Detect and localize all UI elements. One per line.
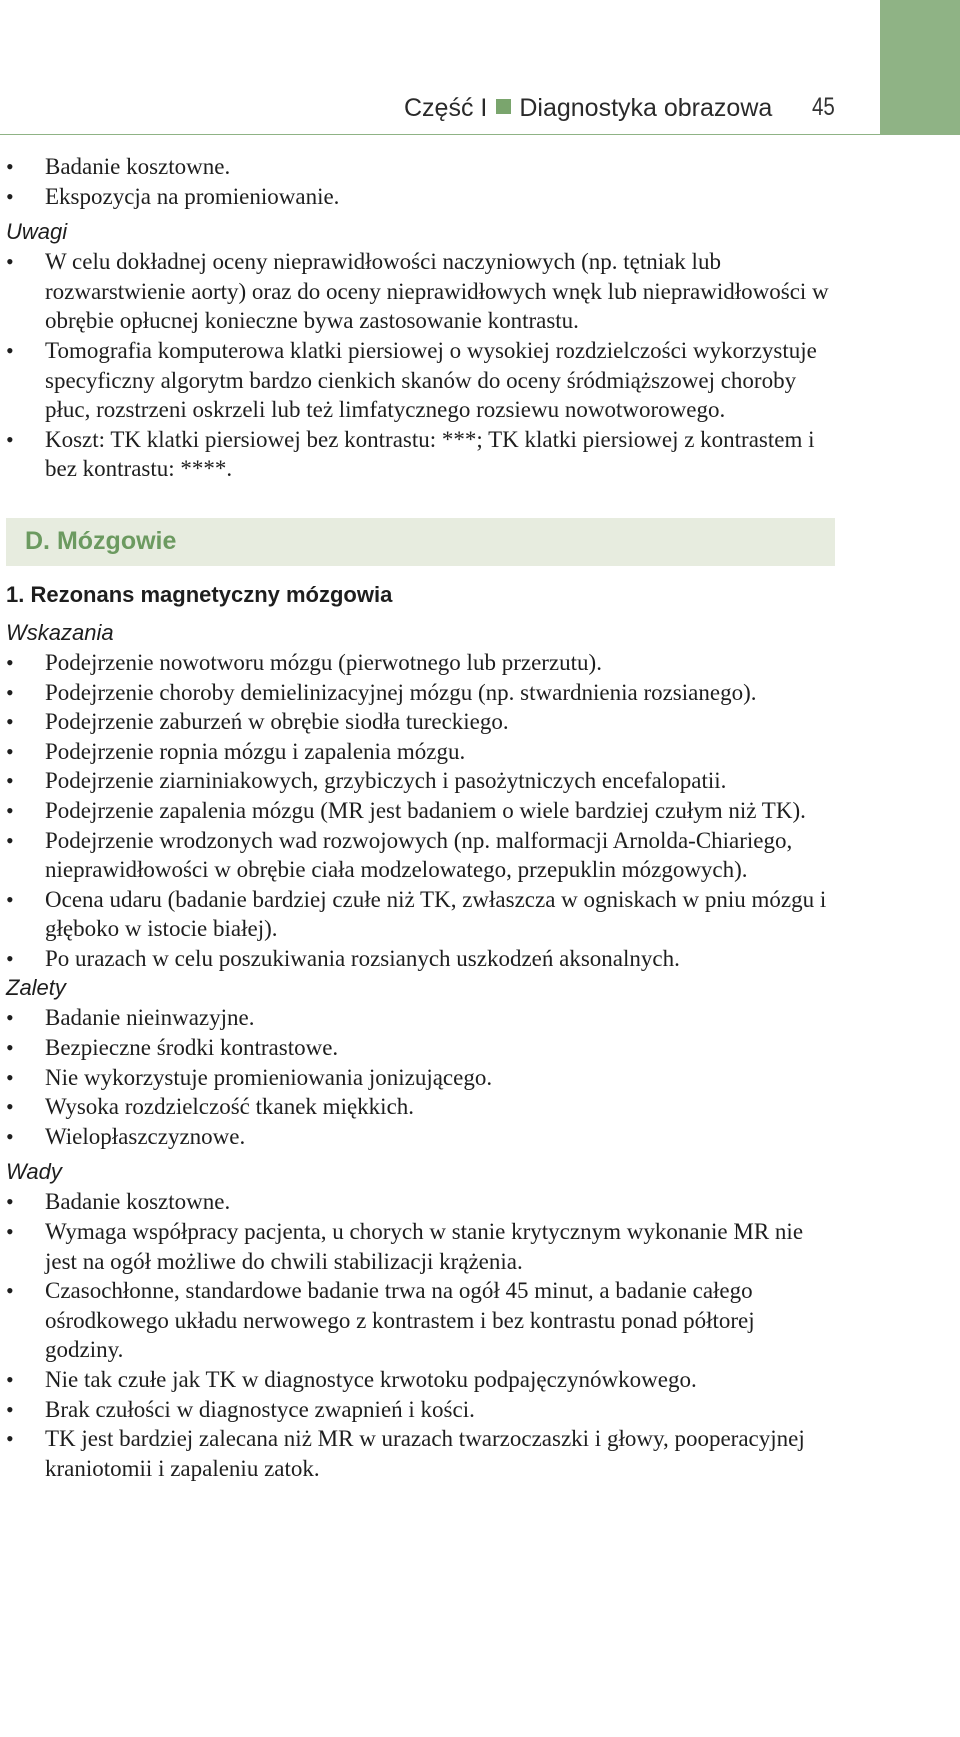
list-item: • TK jest bardziej zalecana niż MR w urazach twarzoczaszki i głowy, pooperacyjnej kraniotomii i zapaleniu zatok.: [6, 1424, 836, 1483]
list-item: • Podejrzenie nowotworu mózgu (pierwotnego lub przerzutu).: [6, 648, 836, 678]
header-chapter: Diagnostyka obrazowa: [519, 94, 773, 122]
zalety-heading: Zalety: [6, 975, 66, 1001]
list-item: • Podejrzenie ropnia mózgu i zapalenia mózgu.: [6, 737, 836, 767]
list-item: • W celu dokładnej oceny nieprawidłowości naczyniowych (np. tętniak lub rozwarstwienie aorty) oraz do oceny nieprawidłowych wnęk lub nieprawidłowości w obrębie opłucnej konieczne bywa zastosowanie kontrastu.: [6, 247, 836, 336]
list-item: • Podejrzenie zaburzeń w obrębie siodła tureckiego.: [6, 707, 836, 737]
list-item: • Podejrzenie ziarniniakowych, grzybiczych i pasożytniczych encefalopatii.: [6, 766, 836, 796]
uwagi-heading: Uwagi: [6, 219, 68, 245]
zalety-list: [6, 1003, 836, 1151]
list-item: • Nie tak czułe jak TK w diagnostyce krwotoku podpajęczynówkowego.: [6, 1365, 836, 1395]
list-item: • Wielopłaszczyznowe.: [6, 1122, 836, 1152]
page-content: [6, 152, 836, 1483]
list-item: • Tomografia komputerowa klatki piersiowej o wysokiej rozdzielczości wykorzystuje specyficzny algorytm bardzo cienkich skanów do oceny śródmiąższowej choroby płuc, rozstrzeni oskrzeli lub też limfatycznego rozsiewu nowotworowego.: [6, 336, 836, 425]
header-title: [404, 94, 772, 123]
list-item: • Koszt: TK klatki piersiowej bez kontrastu: ***; TK klatki piersiowej z kontrastem i bez kontrastu: ****.: [6, 425, 836, 484]
list-item: • Czasochłonne, standardowe badanie trwa na ogół 45 minut, a badanie całego ośrodkowego układu nerwowego z kontrastem i bez kontrastu ponad półtorej godziny.: [6, 1276, 836, 1365]
list-item: • Ekspozycja na promieniowanie.: [6, 182, 836, 212]
list-item: • Podejrzenie choroby demielinizacyjnej mózgu (np. stwardnienia rozsianego).: [6, 678, 836, 708]
top-list: [6, 152, 836, 211]
square-bullet-icon: [496, 99, 511, 114]
section-title: D. Mózgowie: [25, 527, 177, 556]
list-item: • Wymaga współpracy pacjenta, u chorych w stanie krytycznym wykonanie MR nie jest na ogół możliwe do chwili stabilizacji krążenia.: [6, 1217, 836, 1276]
wskazania-heading: Wskazania: [6, 619, 114, 645]
list-item: • Badanie kosztowne.: [6, 152, 836, 182]
list-item: • Podejrzenie zapalenia mózgu (MR jest badaniem o wiele bardziej czułym niż TK).: [6, 796, 836, 826]
list-item: • Wysoka rozdzielczość tkanek miękkich.: [6, 1092, 836, 1122]
running-header: [0, 0, 880, 135]
header-part: Część I: [404, 94, 488, 122]
list-item: • Ocena udaru (badanie bardziej czułe niż TK, zwłaszcza w ogniskach w pniu mózgu i głęboko w istocie białej).: [6, 885, 836, 944]
list-item: • Bezpieczne środki kontrastowe.: [6, 1033, 836, 1063]
wskazania-list: [6, 648, 836, 974]
list-item: • Badanie kosztowne.: [6, 1187, 836, 1217]
wady-list: [6, 1187, 836, 1483]
page-number: 45: [812, 93, 835, 121]
chapter-tab-marker: [880, 0, 960, 135]
list-item: • Brak czułości w diagnostyce zwapnień i kości.: [6, 1395, 836, 1425]
subsection-title: 1. Rezonans magnetyczny mózgowia: [6, 581, 393, 607]
section-heading-bar: [6, 518, 835, 566]
list-item: • Podejrzenie wrodzonych wad rozwojowych (np. malformacji Arnolda-Chiariego, nieprawidłowości w obrębie ciała modzelowatego, przepuklin mózgowych).: [6, 826, 836, 885]
uwagi-list: [6, 247, 836, 484]
list-item: • Po urazach w celu poszukiwania rozsianych uszkodzeń aksonalnych.: [6, 944, 836, 974]
wady-heading: Wady: [6, 1159, 62, 1185]
list-item: • Nie wykorzystuje promieniowania jonizującego.: [6, 1063, 836, 1093]
list-item: • Badanie nieinwazyjne.: [6, 1003, 836, 1033]
